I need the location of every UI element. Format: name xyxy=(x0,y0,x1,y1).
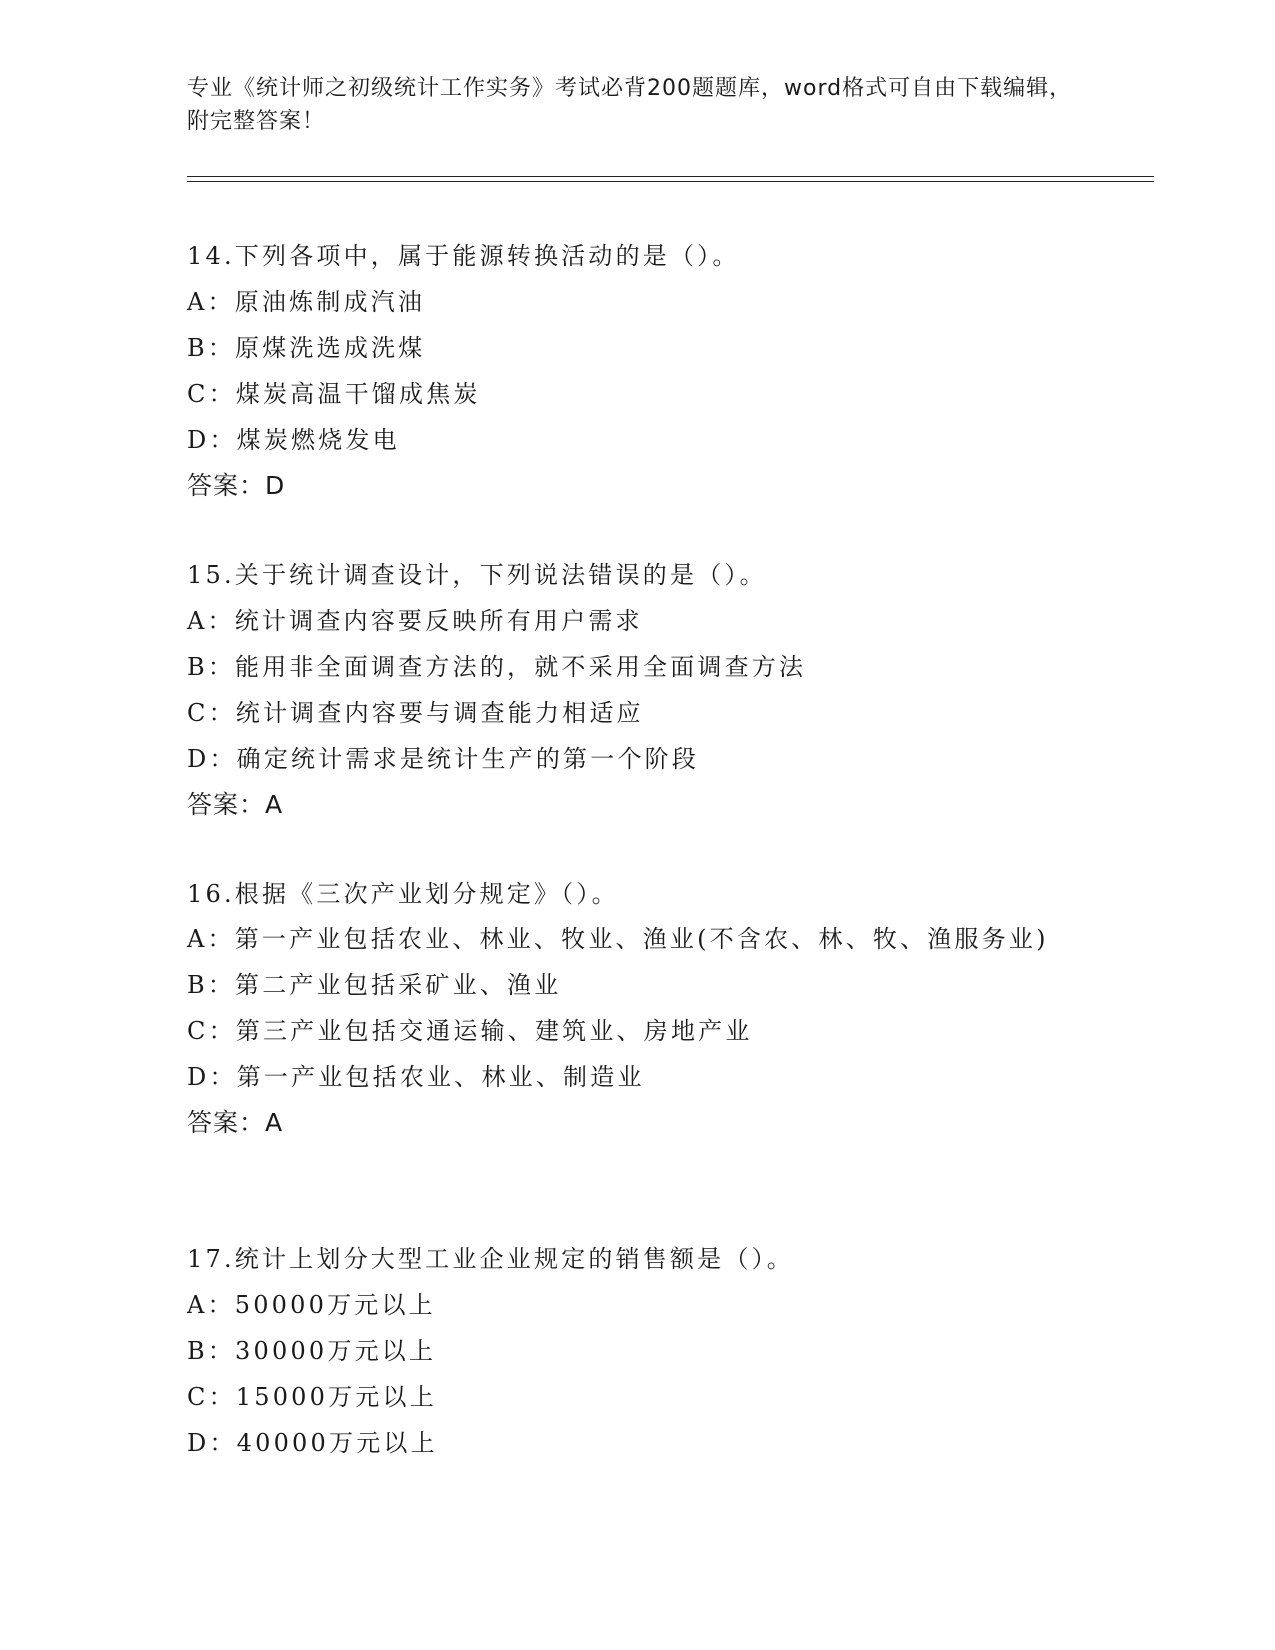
option-d: D：40000万元以上 xyxy=(187,1429,438,1457)
option-b: B：第二产业包括采矿业、渔业 xyxy=(187,971,562,999)
option-a: A：统计调查内容要反映所有用户需求 xyxy=(187,607,643,635)
header-divider-bottom xyxy=(187,181,1154,182)
option-b: B：30000万元以上 xyxy=(187,1337,437,1365)
question-stem: 14.下列各项中，属于能源转换活动的是（）。 xyxy=(187,242,740,270)
document-header: 专业《统计师之初级统计工作实务》考试必背200题题库，word格式可自由下载编辑，附完整答案！ xyxy=(187,76,1073,134)
answer-label: 答案：A xyxy=(187,1108,284,1137)
option-b: B：原煤洗选成洗煤 xyxy=(187,334,426,362)
answer-label: 答案：A xyxy=(187,790,284,819)
option-b: B：能用非全面调查方法的，就不采用全面调查方法 xyxy=(187,653,807,681)
option-c: C：15000万元以上 xyxy=(187,1383,437,1411)
option-c: C：煤炭高温干馏成焦炭 xyxy=(187,380,481,408)
option-d: D：确定统计需求是统计生产的第一个阶段 xyxy=(187,745,700,773)
answer-label: 答案：D xyxy=(187,471,286,500)
option-d: D：第一产业包括农业、林业、制造业 xyxy=(187,1063,645,1091)
option-d: D：煤炭燃烧发电 xyxy=(187,426,400,454)
option-c: C：第三产业包括交通运输、建筑业、房地产业 xyxy=(187,1017,753,1045)
header-divider-top xyxy=(187,176,1154,177)
question-16 xyxy=(187,871,1087,1146)
option-a: A：第一产业包括农业、林业、牧业、渔业(不含农、林、牧、渔服务业) xyxy=(187,925,1049,953)
option-c: C：统计调查内容要与调查能力相适应 xyxy=(187,699,644,727)
question-stem: 16.根据《三次产业划分规定》（）。 xyxy=(187,880,619,908)
question-stem: 15.关于统计调查设计，下列说法错误的是（）。 xyxy=(187,561,767,589)
option-a: A：原油炼制成汽油 xyxy=(187,288,426,316)
question-stem: 17.统计上划分大型工业企业规定的销售额是（）。 xyxy=(187,1245,794,1273)
option-a: A：50000万元以上 xyxy=(187,1291,436,1319)
question-15 xyxy=(187,552,1087,828)
question-14 xyxy=(187,233,1087,509)
question-17 xyxy=(187,1236,1087,1466)
